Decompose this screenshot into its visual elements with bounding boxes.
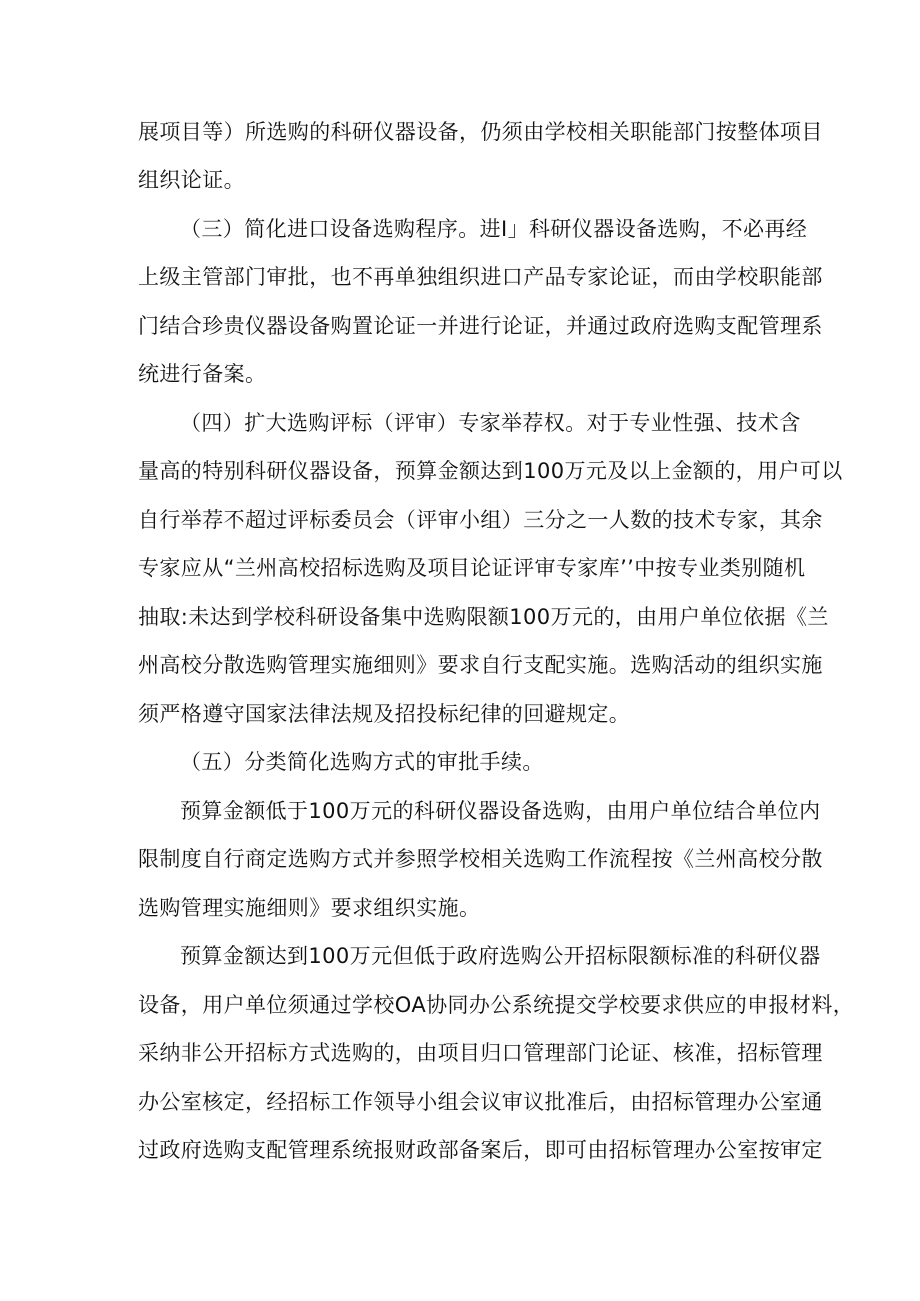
text-line: （四）扩大选购评标（评审）专家举荐权。对于专业性强、技术含	[180, 411, 801, 435]
text-line: （五）分类简化选购方式的审批手续。	[180, 750, 544, 774]
text-line: 选购管理实施细则》要求组织实施。	[138, 896, 481, 920]
text-line: 专家应从“兰州高校招标选购及项目论证评审专家库’’中按专业类别随机	[138, 556, 806, 580]
text-line: 办公室核定，经招标工作领导小组会议审议批准后，由招标管理办公室通	[138, 1090, 823, 1114]
text-line: 预算金额达到100万元但低于政府选购公开招标限额标准的科研仪器	[180, 944, 821, 968]
text-line: 组织论证。	[138, 168, 245, 192]
text-line: （三）简化进口设备选购程序。进I」科研仪器设备选购，不必再经	[180, 217, 808, 241]
text-line: 自行举荐不超过评标委员会（评审小组）三分之一人数的技术专家，其余	[138, 508, 823, 532]
text-line: 统进行备案。	[138, 362, 267, 386]
text-line: 设备，用户单位须通过学校OA协同办公系统提交学校要求供应的申报材料，	[138, 993, 855, 1017]
text-line: 州高校分散选购管理实施细则》要求自行支配实施。选购活动的组织实施	[138, 653, 823, 677]
text-line: 须严格遵守国家法律法规及招投标纪律的回避规定。	[138, 702, 631, 726]
text-line: 展项目等）所选购的科研仪器设备，仍须由学校相关职能部门按整体项目	[138, 120, 823, 144]
text-line: 量高的特别科研仪器设备，预算金额达到100万元及以上金额的，用户可以	[138, 459, 843, 483]
text-line: 抽取:未达到学校科研设备集中选购限额100万元的，由用户单位依据《兰	[138, 605, 829, 629]
text-line: 过政府选购支配管理系统报财政部备案后，即可由招标管理办公室按审定	[138, 1138, 823, 1162]
text-line: 门结合珍贵仪器设备购置论证一并进行论证，并通过政府选购支配管理系	[138, 314, 823, 338]
text-line: 上级主管部门审批，也不再单独组织进口产品专家论证，而由学校职能部	[138, 265, 823, 289]
text-line: 预算金额低于100万元的科研仪器设备选购，由用户单位结合单位内	[180, 799, 821, 823]
text-line: 限制度自行商定选购方式并参照学校相关选购工作流程按《兰州高校分散	[138, 847, 823, 871]
text-line: 采纳非公开招标方式选购的，由项目归口管理部门论证、核准，招标管理	[138, 1041, 823, 1065]
